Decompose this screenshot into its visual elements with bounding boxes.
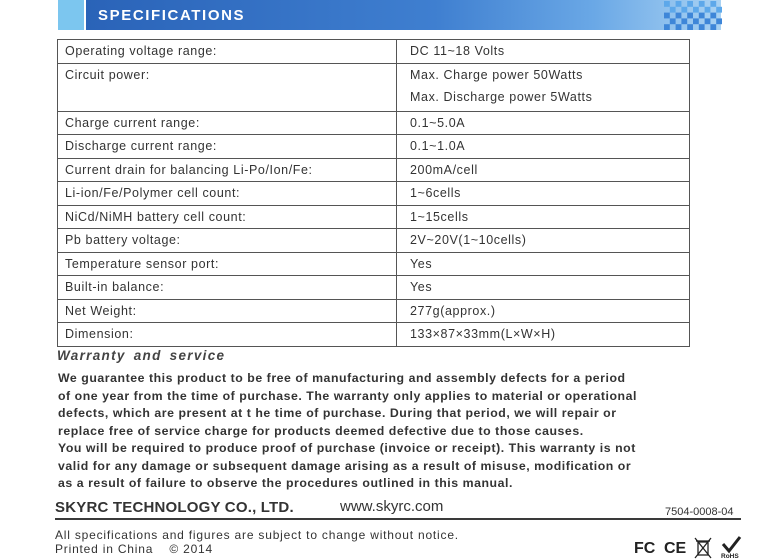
spec-value xyxy=(397,205,690,229)
spec-row xyxy=(58,229,690,253)
checker-cell xyxy=(705,18,711,24)
checker-cell xyxy=(670,18,676,24)
footer-divider xyxy=(55,518,741,520)
spec-value-line: 0.1~5.0A xyxy=(410,115,466,130)
warranty-line: of one year from the time of purchase. The warranty only applies to material or operational xyxy=(58,388,637,403)
header-accent-block xyxy=(58,0,84,30)
checker-cell xyxy=(676,24,682,30)
warranty-line: defects, which are present at t he time of purchase. During that period, we will repair or xyxy=(58,406,617,420)
weee-bin-icon xyxy=(695,538,711,558)
spec-label: Current drain for balancing Li-Po/Ion/Fe: xyxy=(58,158,397,182)
checker-cell xyxy=(699,24,705,30)
checker-cell xyxy=(681,7,687,13)
checker-cell xyxy=(676,1,682,7)
checker-cell xyxy=(716,18,722,24)
checker-cell xyxy=(687,13,693,19)
spec-value xyxy=(397,182,690,206)
spec-value-line: 1~15cells xyxy=(410,209,469,224)
checker-cell xyxy=(699,13,705,19)
checker-cell xyxy=(705,7,711,13)
document-code: 7504-0008-04 xyxy=(665,506,734,518)
website-link[interactable]: www.skyrc.com xyxy=(340,498,444,515)
spec-value xyxy=(397,40,690,64)
spec-value-line: 277g(approx.) xyxy=(410,303,496,318)
change-notice: All specifications and figures are subject to change without notice. xyxy=(55,528,459,542)
spec-label: Operating voltage range: xyxy=(58,40,397,64)
spec-row xyxy=(58,111,690,135)
spec-value xyxy=(397,63,690,111)
spec-label: Charge current range: xyxy=(58,111,397,135)
company-name: SKYRC TECHNOLOGY CO., LTD. xyxy=(55,499,294,516)
header-checker-pattern xyxy=(664,0,722,30)
checker-cell xyxy=(716,7,722,13)
spec-label: Li-ion/Fe/Polymer cell count: xyxy=(58,182,397,206)
spec-label: Net Weight: xyxy=(58,299,397,323)
fcc-mark: FC xyxy=(634,540,656,557)
spec-value xyxy=(397,111,690,135)
checker-cell xyxy=(693,7,699,13)
spec-value-line: DC 11~18 Volts xyxy=(410,44,505,58)
spec-label: NiCd/NiMH battery cell count: xyxy=(58,205,397,229)
spec-label: Circuit power: xyxy=(58,63,397,111)
warranty-line: You will be required to produce proof of purchase (invoice or receipt). This warranty is not xyxy=(58,441,636,455)
checker-cell xyxy=(710,1,716,7)
spec-value-line: 133×87×33mm(L×W×H) xyxy=(410,327,556,341)
spec-value xyxy=(397,276,690,300)
section-title: SPECIFICATIONS xyxy=(98,7,246,24)
spec-value-line: 0.1~1.0A xyxy=(410,139,466,153)
spec-value xyxy=(397,135,690,159)
spec-row xyxy=(58,299,690,323)
checker-cell xyxy=(664,13,670,19)
spec-value-line: Yes xyxy=(410,256,433,271)
checker-cell xyxy=(676,13,682,19)
checker-cell xyxy=(687,24,693,30)
warranty-line: as a result of failure to observe the procedures outlined in this manual. xyxy=(58,476,513,490)
spec-label: Temperature sensor port: xyxy=(58,252,397,276)
spec-value xyxy=(397,252,690,276)
printed-location: Printed in China xyxy=(55,542,154,556)
spec-label: Discharge current range: xyxy=(58,135,397,159)
checker-cell xyxy=(693,18,699,24)
checker-cell xyxy=(699,1,705,7)
spec-table xyxy=(57,39,690,347)
spec-row xyxy=(58,135,690,159)
spec-label: Dimension: xyxy=(58,323,397,347)
printed-line xyxy=(55,542,213,556)
spec-value-line: 2V~20V(1~10cells) xyxy=(410,233,527,247)
spec-row xyxy=(58,63,690,111)
spec-label: Built-in balance: xyxy=(58,276,397,300)
spec-value xyxy=(397,158,690,182)
checker-cell xyxy=(670,7,676,13)
spec-value xyxy=(397,229,690,253)
spec-row xyxy=(58,205,690,229)
spec-row xyxy=(58,40,690,64)
spec-row xyxy=(58,182,690,206)
spec-row xyxy=(58,276,690,300)
spec-value-line: Max. Discharge power 5Watts xyxy=(410,90,593,104)
spec-value-line: 1~6cells xyxy=(410,186,462,200)
checker-cell xyxy=(710,24,716,30)
spec-value-line: Max. Charge power 50Watts xyxy=(410,67,583,82)
checker-cell xyxy=(664,1,670,7)
checker-cell xyxy=(710,13,716,19)
certification-marks xyxy=(634,535,744,559)
spec-value-line: Yes xyxy=(410,280,433,294)
warranty-title: Warranty and service xyxy=(57,348,226,363)
spec-label: Pb battery voltage: xyxy=(58,229,397,253)
checker-cell xyxy=(687,1,693,7)
warranty-line: We guarantee this product to be free of manufacturing and assembly defects for a period xyxy=(58,371,626,385)
checker-cell xyxy=(681,18,687,24)
spec-value xyxy=(397,299,690,323)
copyright: © 2014 xyxy=(169,542,213,556)
checker-cell xyxy=(664,24,670,30)
spec-value-line: 200mA/cell xyxy=(410,162,478,177)
ce-mark: CE xyxy=(664,540,687,557)
warranty-text xyxy=(58,370,738,493)
warranty-line: replace free of service charge for products deemed defective due to those causes. xyxy=(58,423,584,438)
warranty-line: valid for any damage or subsequent damage arising as a result of misuse, modification or xyxy=(58,458,632,473)
spec-value xyxy=(397,323,690,347)
spec-row xyxy=(58,323,690,347)
spec-row xyxy=(58,252,690,276)
rohs-check-icon xyxy=(721,537,740,559)
spec-row xyxy=(58,158,690,182)
rohs-label: RoHS xyxy=(721,553,739,559)
